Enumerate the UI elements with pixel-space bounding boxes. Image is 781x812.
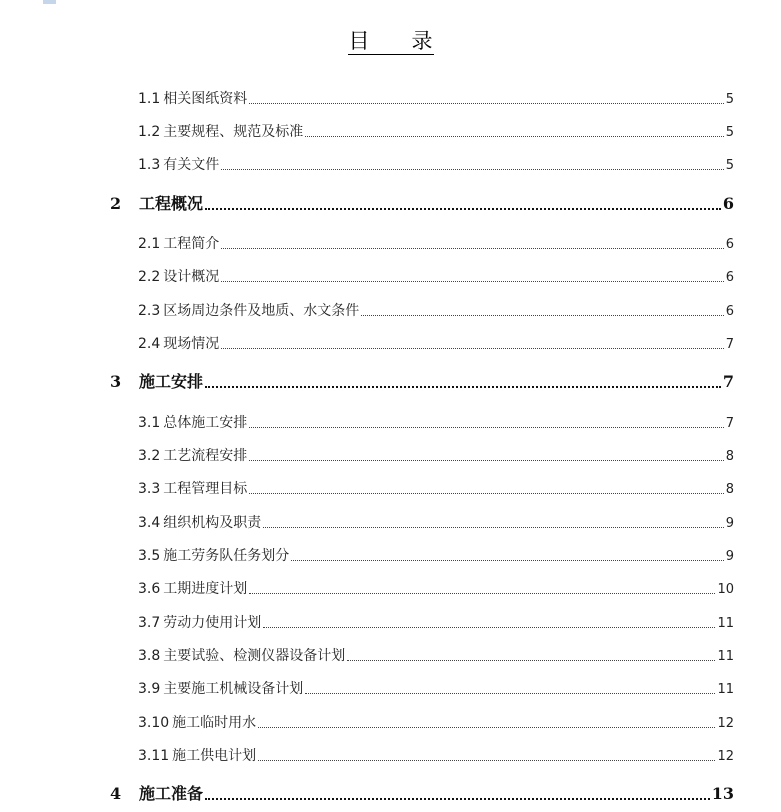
dot-leader	[249, 460, 723, 461]
toc-entry-page-number: 11	[717, 649, 734, 664]
toc-section-entry[interactable]	[138, 512, 734, 532]
toc-entry-number: 2.3	[138, 303, 161, 319]
toc-entry-page-number: 6	[725, 270, 734, 285]
dot-leader	[221, 281, 723, 282]
cursor-marker	[43, 0, 56, 4]
toc-chapter-entry[interactable]	[110, 781, 734, 804]
toc-entry-number: 1.1	[138, 91, 161, 107]
toc-entry-label: 总体施工安排	[163, 415, 248, 431]
toc-entry-label: 施工安排	[139, 372, 204, 391]
dot-leader	[258, 727, 715, 728]
toc-entry-label: 工程管理目标	[163, 481, 248, 497]
dot-leader	[249, 427, 723, 428]
dot-leader	[258, 760, 715, 761]
toc-section-entry[interactable]	[138, 266, 734, 286]
toc-section-entry[interactable]	[138, 645, 734, 665]
toc-entry-number: 3.7	[138, 615, 161, 631]
toc-entry-number: 1.3	[138, 157, 161, 173]
toc-entry-label: 施工劳务队任务划分	[163, 548, 290, 564]
toc-entry-page-number: 7	[722, 372, 734, 391]
toc-entry-number: 1.2	[138, 124, 161, 140]
dot-leader	[249, 593, 715, 594]
toc-entry-label: 有关文件	[163, 157, 220, 173]
toc-entry-label: 现场情况	[163, 336, 220, 352]
toc-entry-label: 劳动力使用计划	[163, 615, 262, 631]
toc-section-entry[interactable]	[138, 333, 734, 353]
toc-entry-page-number: 5	[725, 158, 734, 173]
dot-leader	[221, 248, 723, 249]
toc-entry-page-number: 8	[725, 482, 734, 497]
dot-leader	[205, 798, 710, 800]
toc-entry-page-number: 5	[725, 125, 734, 140]
toc-section-entry[interactable]	[138, 678, 734, 698]
toc-entry-label: 主要试验、检测仪器设备计划	[163, 648, 346, 664]
toc-section-entry[interactable]	[138, 545, 734, 565]
toc-entry-number: 3	[110, 372, 122, 391]
toc-entry-label: 工艺流程安排	[163, 448, 248, 464]
toc-entry-page-number: 13	[711, 784, 734, 803]
toc-section-entry[interactable]	[138, 121, 734, 141]
dot-leader	[361, 315, 723, 316]
toc-entry-page-number: 9	[725, 549, 734, 564]
toc-section-entry[interactable]	[138, 88, 734, 108]
dot-leader	[205, 208, 721, 210]
toc-entry-label: 主要施工机械设备计划	[163, 681, 304, 697]
toc-entry-number: 3.5	[138, 548, 161, 564]
toc-title	[0, 29, 781, 55]
toc-section-entry[interactable]	[138, 612, 734, 632]
toc-entry-label: 施工供电计划	[172, 748, 257, 764]
toc-entry-number: 4	[110, 784, 122, 803]
dot-leader	[263, 527, 723, 528]
dot-leader	[249, 103, 723, 104]
toc-entry-number: 3.10	[138, 715, 170, 731]
toc-entry-number: 2.2	[138, 269, 161, 285]
toc-entry-number: 3.4	[138, 515, 161, 531]
toc-entry-page-number: 11	[717, 682, 734, 697]
dot-leader	[347, 660, 715, 661]
toc-entry-number: 3.6	[138, 581, 161, 597]
toc-entry-number: 3.11	[138, 748, 170, 764]
toc-section-entry[interactable]	[138, 445, 734, 465]
toc-entry-label: 工期进度计划	[163, 581, 248, 597]
toc-entry-page-number: 6	[725, 237, 734, 252]
dot-leader	[263, 627, 715, 628]
dot-leader	[305, 136, 723, 137]
dot-leader	[205, 386, 721, 388]
toc-entry-page-number: 6	[725, 304, 734, 319]
dot-leader	[221, 169, 723, 170]
toc-entry-page-number: 5	[725, 92, 734, 107]
toc-entry-number: 2.1	[138, 236, 161, 252]
toc-section-entry[interactable]	[138, 412, 734, 432]
toc-entry-number: 3.1	[138, 415, 161, 431]
dot-leader	[249, 493, 723, 494]
toc-section-entry[interactable]	[138, 300, 734, 320]
toc-entry-page-number: 8	[725, 449, 734, 464]
toc-entry-number: 2.4	[138, 336, 161, 352]
toc-entry-page-number: 6	[722, 194, 734, 213]
toc-entry-number: 2	[110, 194, 122, 213]
toc-entry-label: 设计概况	[163, 269, 220, 285]
toc-section-entry[interactable]	[138, 745, 734, 765]
toc-entry-label: 工程简介	[163, 236, 220, 252]
toc-entry-page-number: 12	[717, 716, 734, 731]
toc-entry-label: 区场周边条件及地质、水文条件	[163, 303, 360, 319]
toc-entry-label: 施工临时用水	[172, 715, 257, 731]
toc-entry-label: 主要规程、规范及标准	[163, 124, 304, 140]
toc-section-entry[interactable]	[138, 578, 734, 598]
toc-section-entry[interactable]	[138, 233, 734, 253]
toc-entry-page-number: 11	[717, 616, 734, 631]
toc-section-entry[interactable]	[138, 712, 734, 732]
toc-entry-label: 组织机构及职责	[163, 515, 262, 531]
toc-title-text: 目 录	[348, 29, 433, 53]
toc-entry-number: 3.2	[138, 448, 161, 464]
toc-entry-page-number: 10	[717, 582, 734, 597]
toc-section-entry[interactable]	[138, 478, 734, 498]
toc-chapter-entry[interactable]	[110, 191, 734, 214]
toc-entry-page-number: 7	[725, 416, 734, 431]
dot-leader	[221, 348, 723, 349]
toc-entry-label: 相关图纸资料	[163, 91, 248, 107]
toc-entry-label: 工程概况	[139, 194, 204, 213]
toc-entry-page-number: 12	[717, 749, 734, 764]
toc-section-entry[interactable]	[138, 154, 734, 174]
toc-chapter-entry[interactable]	[110, 369, 734, 392]
toc-entry-number: 3.8	[138, 648, 161, 664]
toc-entry-page-number: 9	[725, 516, 734, 531]
toc-entry-number: 3.3	[138, 481, 161, 497]
dot-leader	[305, 693, 715, 694]
toc-entry-label: 施工准备	[139, 784, 204, 803]
toc-entry-page-number: 7	[725, 337, 734, 352]
dot-leader	[291, 560, 723, 561]
toc-entry-number: 3.9	[138, 681, 161, 697]
